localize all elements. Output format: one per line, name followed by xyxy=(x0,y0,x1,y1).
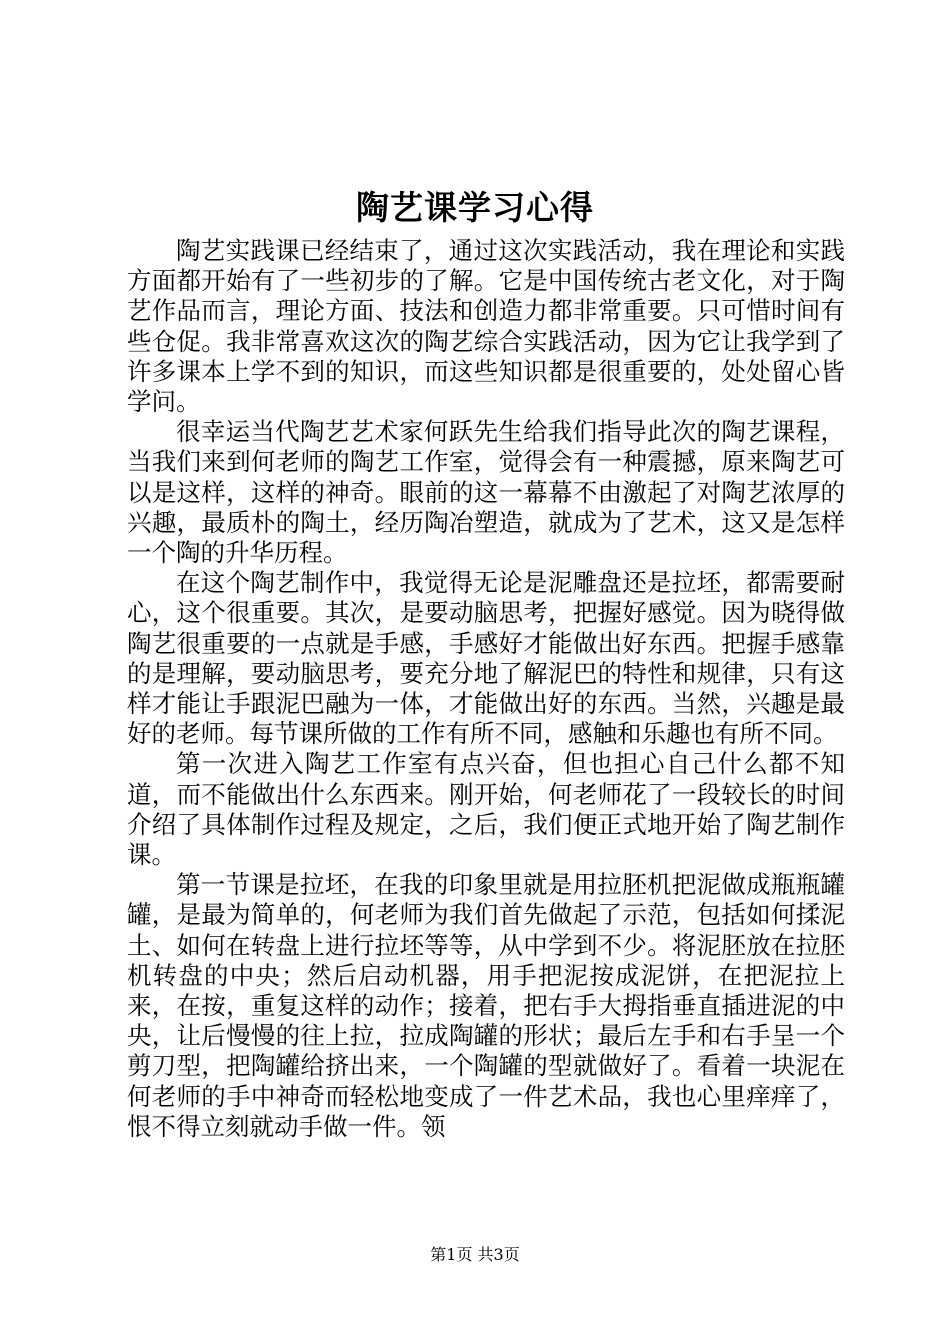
document-body xyxy=(127,236,845,1142)
paragraph: 很幸运当代陶艺艺术家何跃先生给我们指导此次的陶艺课程，当我们来到何老师的陶艺工作室，觉得会有一种震撼，原来陶艺可以是这样，这样的神奇。眼前的这一幕幕不由激起了对陶艺浓厚的兴趣，最质朴的陶土，经历陶冶塑造，就成为了艺术，这又是怎样一个陶的升华历程。 xyxy=(127,417,845,568)
paragraph: 在这个陶艺制作中，我觉得无论是泥雕盘还是拉坯，都需要耐心，这个很重要。其次，是要动脑思考，把握好感觉。因为晓得做陶艺很重要的一点就是手感，手感好才能做出好东西。把握手感靠的是理解，要动脑思考，要充分地了解泥巴的特性和规律，只有这样才能让手跟泥巴融为一体，才能做出好的东西。当然，兴趣是最好的老师。每节课所做的工作有所不同，感触和乐趣也有所不同。 xyxy=(127,568,845,749)
paragraph: 第一节课是拉坯，在我的印象里就是用拉胚机把泥做成瓶瓶罐罐，是最为简单的，何老师为我们首先做起了示范，包括如何揉泥土、如何在转盘上进行拉坯等等，从中学到不少。将泥胚放在拉胚机转盘的中央；然后启动机器，用手把泥按成泥饼，在把泥拉上来，在按，重复这样的动作；接着，把右手大拇指垂直插进泥的中央，让后慢慢的往上拉，拉成陶罐的形状；最后左手和右手呈一个剪刀型，把陶罐给挤出来，一个陶罐的型就做好了。看着一块泥在何老师的手中神奇而轻松地变成了一件艺术品，我也心里痒痒了，恨不得立刻就动手做一件。领 xyxy=(127,870,845,1141)
paragraph: 第一次进入陶艺工作室有点兴奋，但也担心自己什么都不知道，而不能做出什么东西来。刚开始，何老师花了一段较长的时间介绍了具体制作过程及规定，之后，我们便正式地开始了陶艺制作课。 xyxy=(127,749,845,870)
paragraph: 陶艺实践课已经结束了，通过这次实践活动，我在理论和实践方面都开始有了一些初步的了解。它是中国传统古老文化，对于陶艺作品而言，理论方面、技法和创造力都非常重要。只可惜时间有些仓促。我非常喜欢这次的陶艺综合实践活动，因为它让我学到了许多课本上学不到的知识，而这些知识都是很重要的，处处留心皆学问。 xyxy=(127,236,845,417)
page-number-footer: 第1页 共3页 xyxy=(430,1245,520,1264)
document-title: 陶艺课学习心得 xyxy=(356,188,594,227)
